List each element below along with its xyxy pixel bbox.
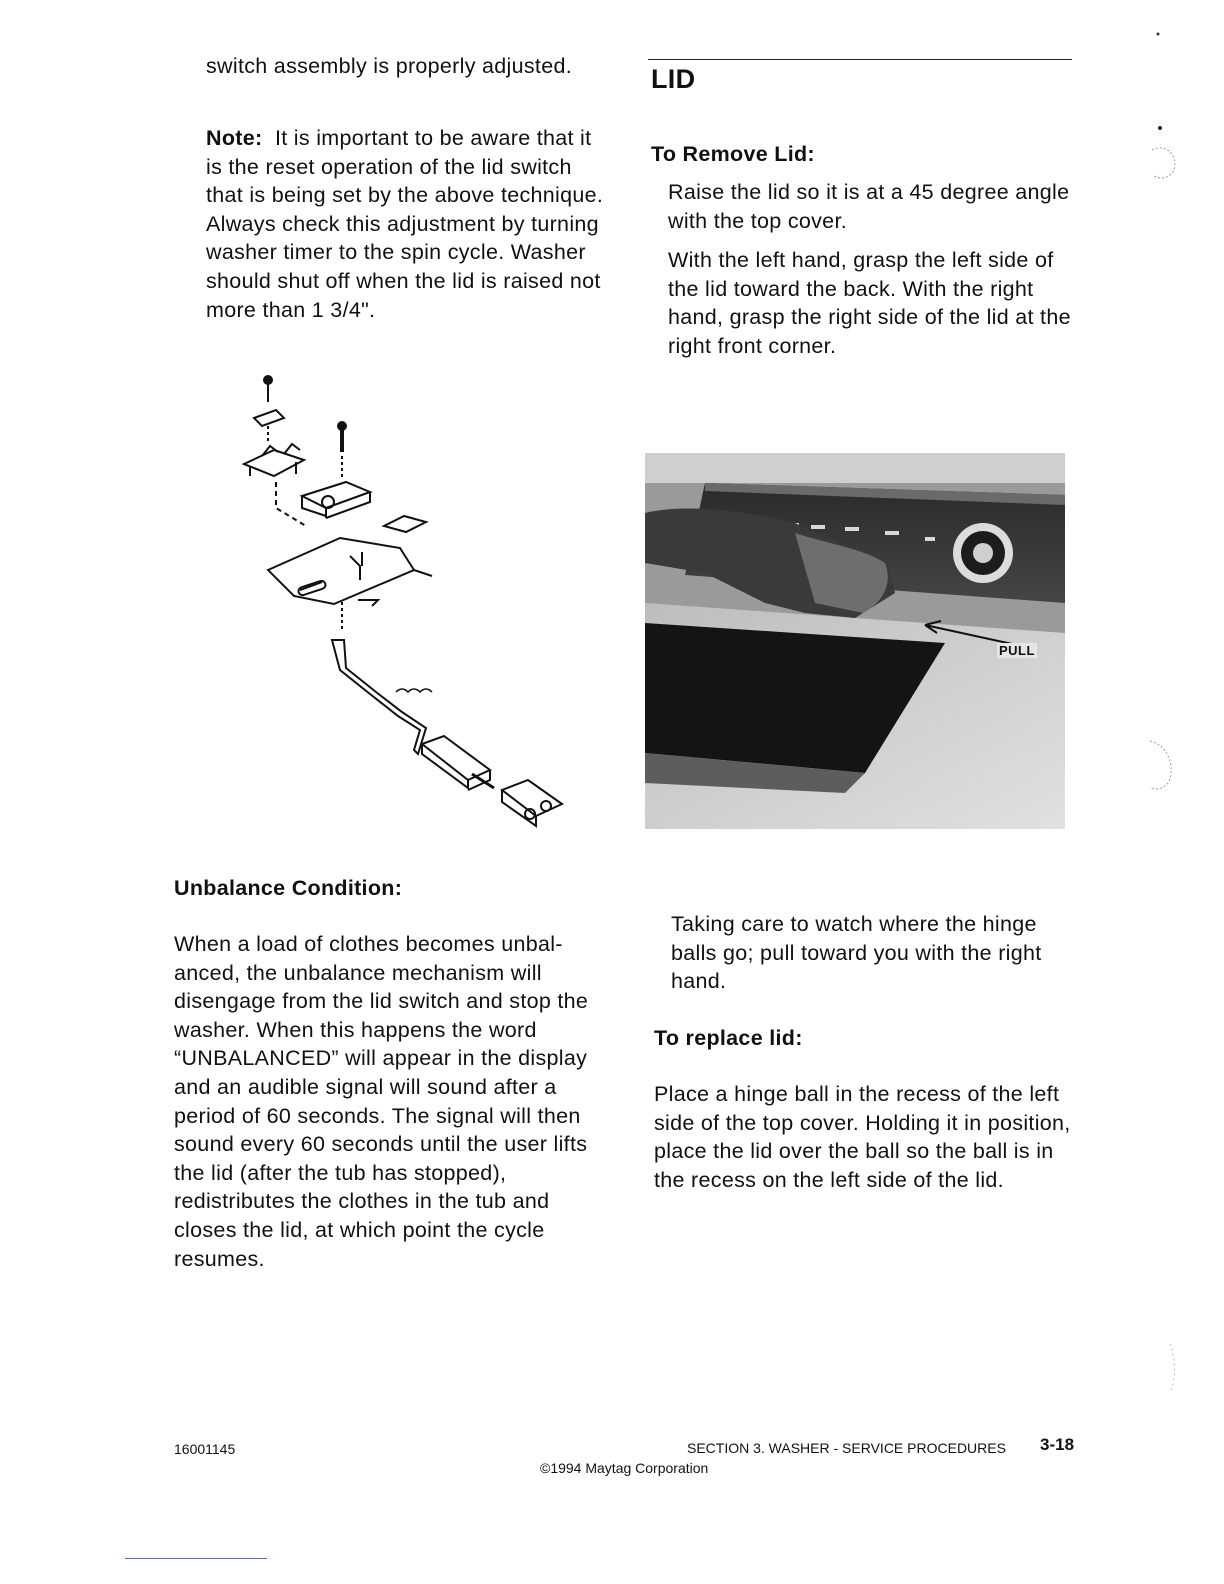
- remove-step-3: Taking care to watch where the hinge balls go; pull toward you with the right hand.: [671, 912, 1042, 994]
- lid-switch-exploded-diagram: [232, 370, 572, 850]
- page-number: 3-18: [1040, 1435, 1075, 1454]
- scan-mark-top: [1150, 30, 1180, 180]
- scan-edge-line: [125, 1558, 267, 1559]
- note-paragraph: [206, 124, 606, 324]
- remove-step-2: With the left hand, grasp the left side of the lid toward the back. With the right hand, grasp the right side of the lid at the right front corner.: [668, 248, 1071, 358]
- section-title: LID: [651, 64, 696, 94]
- section-divider: [648, 59, 1072, 60]
- intro-text: switch assembly is properly adjusted.: [206, 54, 572, 78]
- replace-lid-heading: To replace lid:: [654, 1026, 803, 1050]
- remove-step-1: Raise the lid so it is at a 45 degree angle with the top cover.: [668, 180, 1070, 233]
- lid-removal-photo: [645, 453, 1065, 829]
- scan-mark-lower: [1140, 1340, 1180, 1400]
- unbalance-heading: Unbalance Condition:: [174, 876, 403, 900]
- replace-lid-paragraph: Place a hinge ball in the recess of the left side of the top cover. Holding it in position, place the lid over the ball so the ball is in the recess on the left side of the lid.: [654, 1082, 1071, 1192]
- unbalance-paragraph: When a load of clothes becomes unbal-anced, the unbalance mechanism will disengage from the lid switch and stop the washer. When this happens the word “UNBALANCED” will appear in the display and an audible signal will sound after a period of 60 seconds. The signal will then sound every 60 seconds until the user lifts the lid (after the tub has stopped), redistributes the clothes in the tub and closes the lid, at which point the cycle resumes.: [174, 932, 589, 1271]
- remove-lid-heading: To Remove Lid:: [651, 142, 815, 166]
- scan-mark-middle: [1148, 735, 1178, 795]
- document-number: 16001145: [174, 1441, 236, 1457]
- copyright: ©1994 Maytag Corporation: [540, 1460, 709, 1476]
- footer-section: SECTION 3. WASHER - SERVICE PROCEDURES: [687, 1440, 1006, 1456]
- note-text: It is important to be aware that it is the reset operation of the lid switch that is being set by the above technique. Always check this adjustment by turning washer timer to the spin cycle. Washer should shut off when the lid is raised not more than 1 3/4".: [206, 126, 604, 322]
- pull-label: PULL: [999, 643, 1035, 658]
- note-label: Note:: [206, 126, 263, 150]
